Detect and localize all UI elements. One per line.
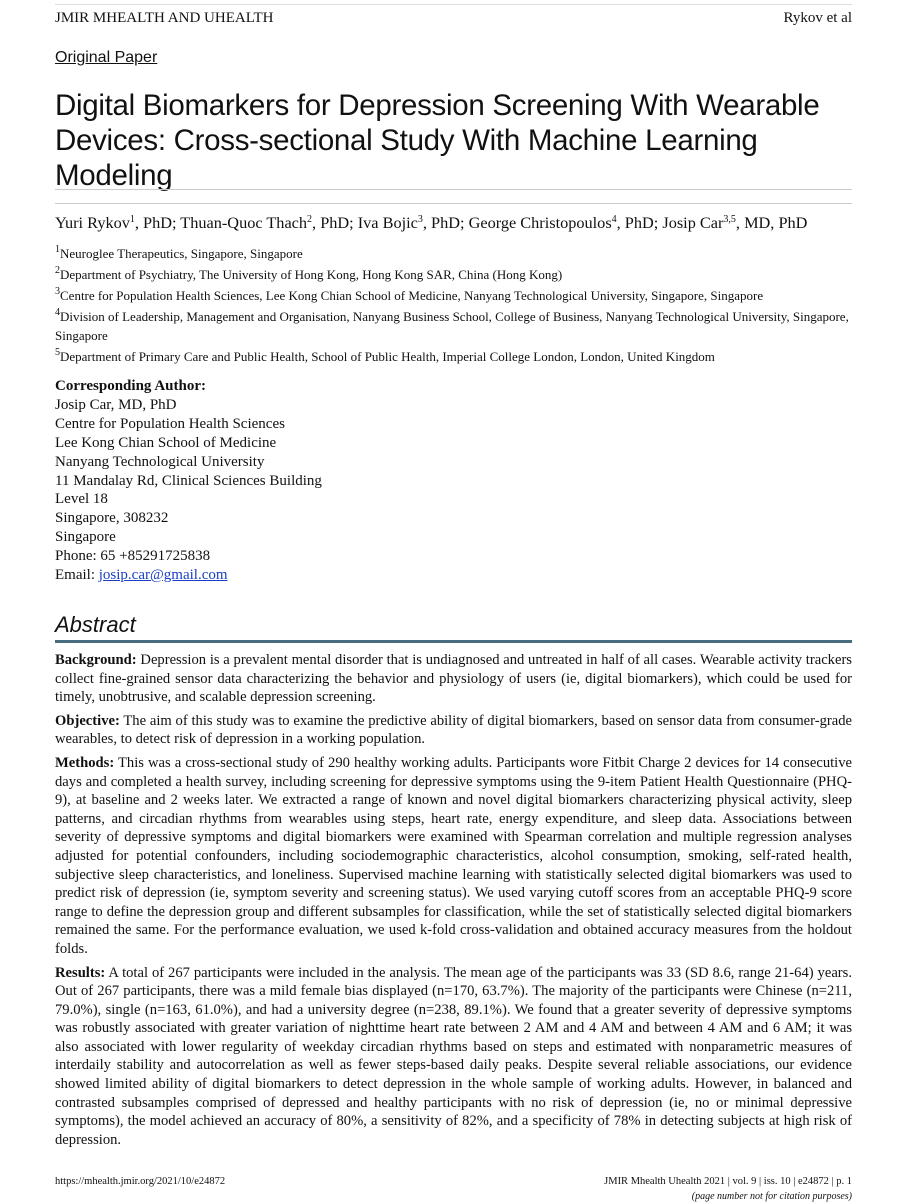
address-line: Level 18 [55, 491, 108, 508]
email-link[interactable]: josip.car@gmail.com [98, 567, 228, 584]
author: George Christopoulos$^4$, PhD; [468, 213, 663, 232]
footer-url: https://mhealth.jmir.org/2021/10/e24872 [55, 1176, 226, 1187]
author: Josip Car$^{3,5}$, MD, PhD [662, 213, 808, 232]
corresponding-heading: Corresponding Author: [55, 378, 206, 394]
address-line: Centre for Population Health Sciences [55, 415, 285, 432]
running-header [55, 10, 852, 27]
author-list [55, 213, 852, 233]
paper-title: Digital Biomarkers for Depression Screening With Wearable Devices: Cross-sectional Study With Machine Learning Modeling [55, 89, 820, 192]
author: Iva Bojic$^3$, PhD; [357, 213, 469, 232]
page-footer [55, 1176, 852, 1187]
address-line: Josip Car, MD, PhD [55, 396, 177, 413]
abstract-divider [55, 640, 852, 643]
affiliation: $^4$Division of Leadership, Management and Organisation, Nanyang Business School, College of Business, Nanyang Technological University, Singapore, Singapore [55, 307, 849, 343]
divider [55, 203, 852, 204]
address-line: Singapore [55, 529, 116, 546]
abstract-results: Results: A total of 267 participants were included in the analysis. The mean age of the participants was 33 (SD 8.6, range 21-64) years. Out of 267 participants, there was a mild female bias displayed (n=170, 63.7%). The majority of the participants were Chinese (n=211, 79.0%), single (n=163, 61.0%), and had a university degree (n=238, 89.1%). We found that a greater severity of depressive symptoms was robustly associated with greater variation of nighttime heart rate between 2 AM and 4 AM and between 4 AM and 6 AM; it was also associated with lower regularity of weekday circadian rhythms based on steps and estimated with nonparametric measures of interdaily stability and autocorrelation as well as fewer steps-based daily peaks. Despite several reliable associations, our evidence showed limited ability of digital biomarkers to detect depression in the whole sample of working adults. However, in balanced and contrasted subsamples comprised of depressed and healthy participants with no risk of depression (ie, no or minimal depressive symptoms), the model achieved an accuracy of 80%, a sensitivity of 82%, and a specificity of 78% in detecting subjects at high risk of depression. [55, 964, 852, 1148]
affiliation: $^2$Department of Psychiatry, The University of Hong Kong, Hong Kong SAR, China (Hong Kong) [55, 265, 563, 282]
author: Thuan-Quoc Thach$^2$, PhD; [180, 213, 358, 232]
footer-note: (page number not for citation purposes) [691, 1191, 852, 1202]
divider [55, 189, 852, 190]
author: Yuri Rykov$^1$, PhD; [55, 213, 181, 232]
article-type: Original Paper [55, 49, 158, 66]
top-rule [55, 4, 852, 5]
abstract-background: Background: Depression is a prevalent mental disorder that is undiagnosed and untreated in half of all cases. Wearable activity trackers collect fine-grained sensor data characterizing the behavior and physiology of users (ie, digital biomarkers), which could be used for timely, unobtrusive, and scalable depression screening. [55, 652, 852, 706]
affiliations [55, 245, 852, 369]
corresponding-author [55, 377, 322, 585]
abstract-heading: Abstract [55, 612, 136, 637]
affiliation: $^5$Department of Primary Care and Public Health, School of Public Health, Imperial College London, London, United Kingdom [55, 346, 715, 364]
journal-name: JMIR MHEALTH AND UHEALTH [55, 10, 274, 26]
address-line: Lee Kong Chian School of Medicine [55, 434, 277, 451]
address-line: Nanyang Technological University [55, 453, 265, 470]
phone: Phone: 65 +85291725838 [55, 548, 211, 565]
address-line: Singapore, 308232 [55, 510, 169, 527]
affiliation: $^3$Centre for Population Health Sciences, Lee Kong Chian School of Medicine, Nanyang Technological University, Singapore, Singapore [55, 286, 764, 303]
abstract-body [55, 651, 852, 1154]
running-author: Rykov et al [783, 10, 852, 26]
affiliation: $^1$Neuroglee Therapeutics, Singapore, Singapore [55, 244, 303, 261]
abstract-objective: Objective: The aim of this study was to examine the predictive ability of digital biomarkers, based on sensor data from consumer-grade wearables, to detect risk of depression in a working population. [55, 712, 852, 748]
address-line: 11 Mandalay Rd, Clinical Sciences Building [55, 472, 322, 489]
email-label: Email: [55, 567, 99, 584]
footer-citation: JMIR Mhealth Uhealth 2021 | vol. 9 | iss. 10 | e24872 | p. 1 [604, 1176, 852, 1187]
abstract-methods: Methods: This was a cross-sectional study of 290 healthy working adults. Participants wore Fitbit Charge 2 devices for 14 consecutive days and completed a health survey, including screening for depressive symptoms using the 9-item Patient Health Questionnaire (PHQ-9), at baseline and 2 weeks later. We extracted a range of known and novel digital biomarkers characterizing physical activity, sleep patterns, and circadian rhythms from wearables using steps, heart rate, energy expenditure, and sleep data. Associations between severity of depressive symptoms and digital biomarkers were examined with Spearman correlation and multiple regression analyses adjusted for potential confounders, including sociodemographic characteristics, alcohol consumption, smoking, self-rated health, subjective sleep characteristics, and loneliness. Supervised machine learning with statistically selected digital biomarkers was used to predict risk of depression (ie, symptom severity and screening status). We used varying cutoff scores from an acceptable PHQ-9 score range to define the depression group and different subsamples for classification, while the set of statistically selected digital biomarkers remained the same. For the performance evaluation, we used k-fold cross-validation and obtained accuracy measures from the holdout folds. [55, 754, 852, 957]
